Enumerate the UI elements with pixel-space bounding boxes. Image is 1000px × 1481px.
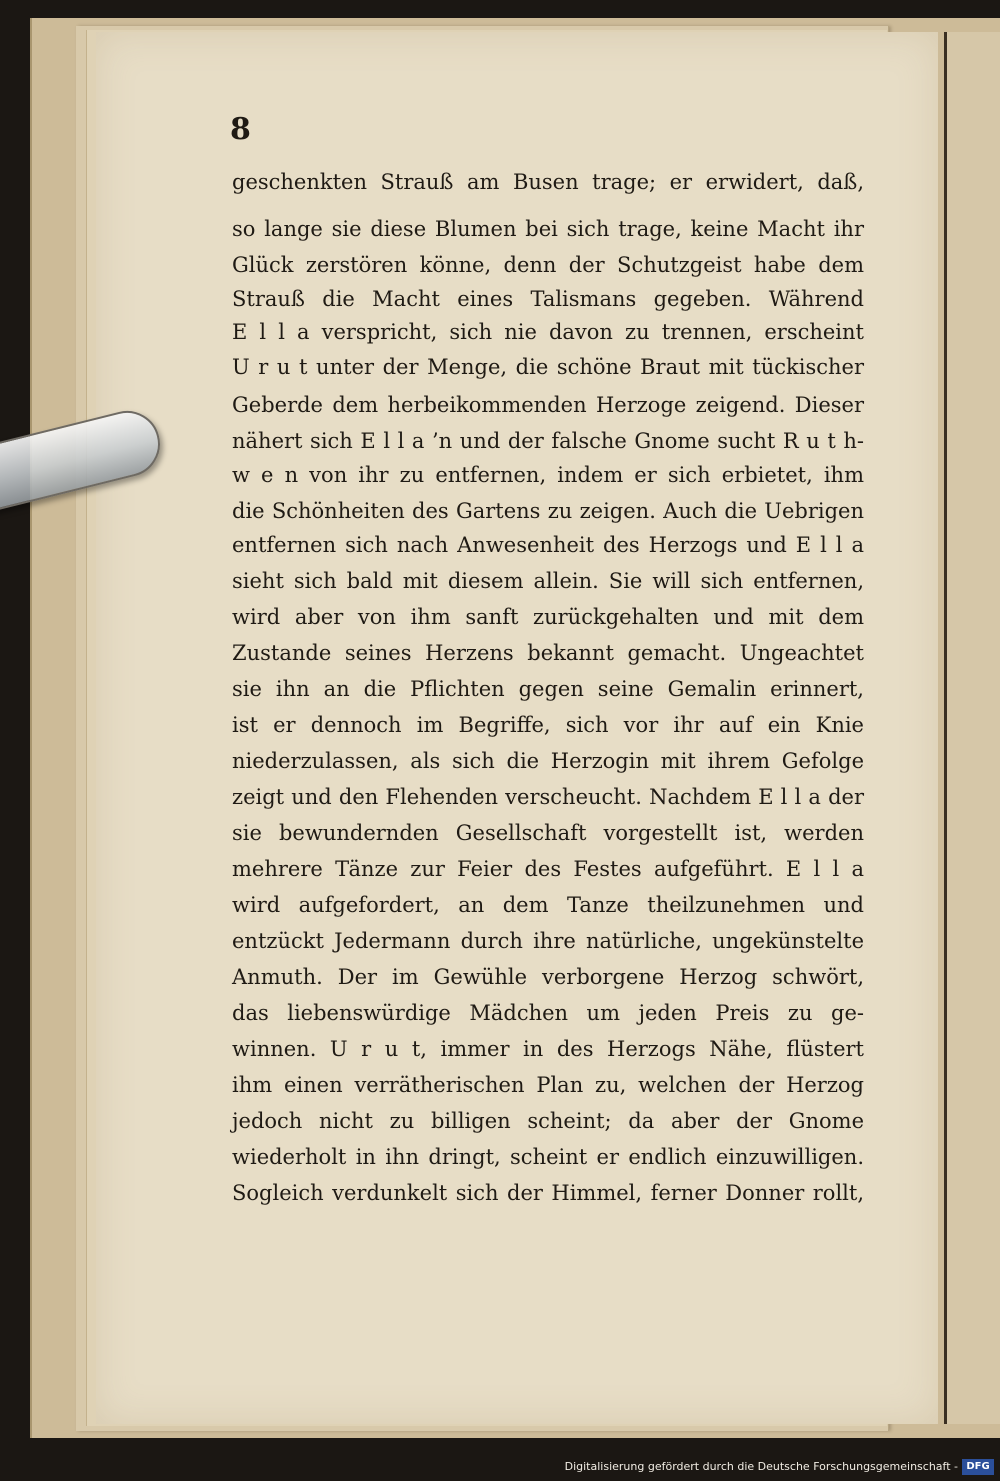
text-line: Anmuth. Der im Gewühle verborgene Herzog schwört, [232,965,864,989]
text-line: sie ihn an die Pflichten gegen seine Gemalin erinnert, [232,677,864,701]
text-line: U r u t unter der Menge, die schöne Braut mit tückischer [232,355,864,379]
text-line: wiederholt in ihn dringt, scheint er endlich einzuwilligen. [232,1145,864,1169]
text-line: die Schönheiten des Gartens zu zeigen. Auch die Uebrigen [232,499,864,523]
text-line: mehrere Tänze zur Feier des Festes aufgeführt. E l l a [232,857,864,881]
text-line: jedoch nicht zu billigen scheint; da aber der Gnome [232,1109,864,1133]
text-line: zeigt und den Flehenden verscheucht. Nachdem E l l a der [232,785,864,809]
text-line: Zustande seines Herzens bekannt gemacht. Ungeachtet [232,641,864,665]
text-line: nähert sich E l l a ’n und der falsche Gnome sucht R u t h- [232,429,864,453]
page-number: 8 [230,112,251,147]
text-line: das liebenswürdige Mädchen um jeden Preis zu ge- [232,1001,864,1025]
text-line: Geberde dem herbeikommenden Herzoge zeigend. Dieser [232,393,864,417]
text-line: Sogleich verdunkelt sich der Himmel, ferner Donner rollt, [232,1181,864,1205]
text-line: entfernen sich nach Anwesenheit des Herzogs und E l l a [232,533,864,557]
text-line: w e n von ihr zu entfernen, indem er sich erbietet, ihm [232,463,864,487]
text-line: wird aber von ihm sanft zurückgehalten und mit dem [232,605,864,629]
text-line: so lange sie diese Blumen bei sich trage, keine Macht ihr [232,217,864,241]
ruler-body [0,404,167,515]
text-line: sie bewundernden Gesellschaft vorgestellt ist, werden [232,821,864,845]
next-page-edge [944,32,1000,1424]
text-line: geschenkten Strauß am Busen trage; er erwidert, daß, [232,170,864,194]
text-line: Strauß die Macht eines Talismans gegeben. Während [232,287,864,311]
text-line: ist er dennoch im Begriffe, sich vor ihr auf ein Knie [232,713,864,737]
text-line: winnen. U r u t, immer in des Herzogs Nähe, flüstert [232,1037,864,1061]
dfg-logo: DFG [962,1459,994,1475]
text-line: niederzulassen, als sich die Herzogin mit ihrem Gefolge [232,749,864,773]
text-line: Glück zerstören könne, denn der Schutzgeist habe dem [232,253,864,277]
digitization-credit: Digitalisierung gefördert durch die Deutsche Forschungsgemeinschaft - [564,1460,958,1473]
text-line: entzückt Jedermann durch ihre natürliche, ungekünstelte [232,929,864,953]
text-line: ihm einen verrätherischen Plan zu, welchen der Herzog [232,1073,864,1097]
text-line: E l l a verspricht, sich nie davon zu trennen, erscheint [232,320,864,344]
text-line: sieht sich bald mit diesem allein. Sie will sich entfernen, [232,569,864,593]
text-line: wird aufgefordert, an dem Tanze theilzunehmen und [232,893,864,917]
